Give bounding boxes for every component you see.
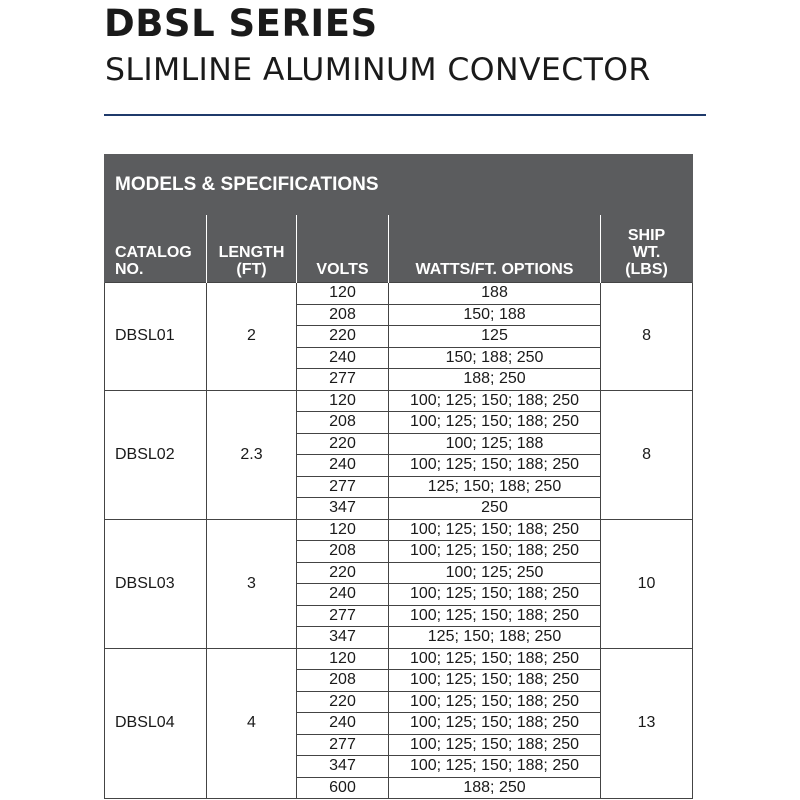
volts-cell: 240 (297, 584, 389, 606)
column-header-row (105, 215, 693, 283)
watts-cell: 100; 125; 188 (389, 433, 601, 455)
catalog-no-header (105, 215, 207, 283)
header-line: WT. (632, 244, 661, 261)
length-header (207, 215, 297, 283)
header-line: NO. (115, 261, 144, 278)
watts-cell: 100; 125; 150; 188; 250 (389, 734, 601, 756)
watts-cell: 100; 125; 150; 188; 250 (389, 455, 601, 477)
watts-cell: 250 (389, 498, 601, 520)
volts-cell: 347 (297, 627, 389, 649)
volts-cell: 220 (297, 433, 389, 455)
volts-cell: 277 (297, 369, 389, 391)
volts-cell: 277 (297, 734, 389, 756)
volts-cell: 240 (297, 455, 389, 477)
watts-cell: 100; 125; 150; 188; 250 (389, 691, 601, 713)
length-cell: 2.3 (207, 390, 297, 519)
catalog-cell: DBSL03 (105, 519, 207, 648)
watts-cell: 125; 150; 188; 250 (389, 627, 601, 649)
header-line: (LBS) (625, 261, 668, 278)
watts-cell: 100; 125; 150; 188; 250 (389, 412, 601, 434)
watts-cell: 100; 125; 150; 188; 250 (389, 390, 601, 412)
length-cell: 4 (207, 648, 297, 799)
specifications-table (104, 154, 693, 799)
length-cell: 2 (207, 283, 297, 391)
header-line: (FT) (236, 261, 267, 278)
watts-cell: 188 (389, 283, 601, 305)
watts-cell: 125 (389, 326, 601, 348)
page-title: DBSL SERIES (104, 2, 378, 45)
catalog-cell: DBSL01 (105, 283, 207, 391)
catalog-cell: DBSL02 (105, 390, 207, 519)
volts-cell: 120 (297, 390, 389, 412)
ship-weight-cell: 8 (601, 283, 693, 391)
volts-cell: 120 (297, 283, 389, 305)
table-body (105, 283, 693, 799)
watts-cell: 100; 125; 150; 188; 250 (389, 519, 601, 541)
header-line: LENGTH (218, 244, 285, 261)
watts-cell: 100; 125; 150; 188; 250 (389, 756, 601, 778)
ship-weight-cell: 8 (601, 390, 693, 519)
ship-weight-header (601, 215, 693, 283)
watts-cell: 188; 250 (389, 777, 601, 799)
catalog-cell: DBSL04 (105, 648, 207, 799)
volts-cell: 277 (297, 605, 389, 627)
volts-cell: 347 (297, 498, 389, 520)
volts-cell: 208 (297, 541, 389, 563)
volts-cell: 600 (297, 777, 389, 799)
volts-cell: 120 (297, 648, 389, 670)
title-divider (104, 114, 706, 116)
header-line: SHIP (627, 227, 666, 244)
watts-cell: 100; 125; 150; 188; 250 (389, 541, 601, 563)
volts-cell: 347 (297, 756, 389, 778)
watts-cell: 100; 125; 250 (389, 562, 601, 584)
table-row (105, 648, 693, 670)
length-cell: 3 (207, 519, 297, 648)
volts-cell: 240 (297, 713, 389, 735)
watts-cell: 100; 125; 150; 188; 250 (389, 713, 601, 735)
volts-cell: 120 (297, 519, 389, 541)
volts-cell: 240 (297, 347, 389, 369)
table-row (105, 519, 693, 541)
volts-cell: 220 (297, 326, 389, 348)
table-banner: MODELS & SPECIFICATIONS (105, 155, 693, 215)
ship-weight-cell: 13 (601, 648, 693, 799)
page-subtitle: SLIMLINE ALUMINUM CONVECTOR (105, 52, 651, 88)
ship-weight-cell: 10 (601, 519, 693, 648)
header-line: VOLTS (316, 261, 369, 278)
watts-cell: 100; 125; 150; 188; 250 (389, 670, 601, 692)
header-line: WATTS/FT. OPTIONS (415, 261, 574, 278)
volts-cell: 220 (297, 562, 389, 584)
watts-cell: 100; 125; 150; 188; 250 (389, 584, 601, 606)
volts-cell: 208 (297, 304, 389, 326)
watts-cell: 150; 188 (389, 304, 601, 326)
watts-cell: 188; 250 (389, 369, 601, 391)
volts-cell: 277 (297, 476, 389, 498)
watts-cell: 125; 150; 188; 250 (389, 476, 601, 498)
table-row (105, 283, 693, 305)
volts-header (297, 215, 389, 283)
volts-cell: 208 (297, 412, 389, 434)
watts-cell: 100; 125; 150; 188; 250 (389, 648, 601, 670)
volts-cell: 208 (297, 670, 389, 692)
watts-cell: 150; 188; 250 (389, 347, 601, 369)
table-row (105, 390, 693, 412)
header-line: CATALOG (115, 244, 192, 261)
watts-cell: 100; 125; 150; 188; 250 (389, 605, 601, 627)
volts-cell: 220 (297, 691, 389, 713)
watts-options-header (389, 215, 601, 283)
